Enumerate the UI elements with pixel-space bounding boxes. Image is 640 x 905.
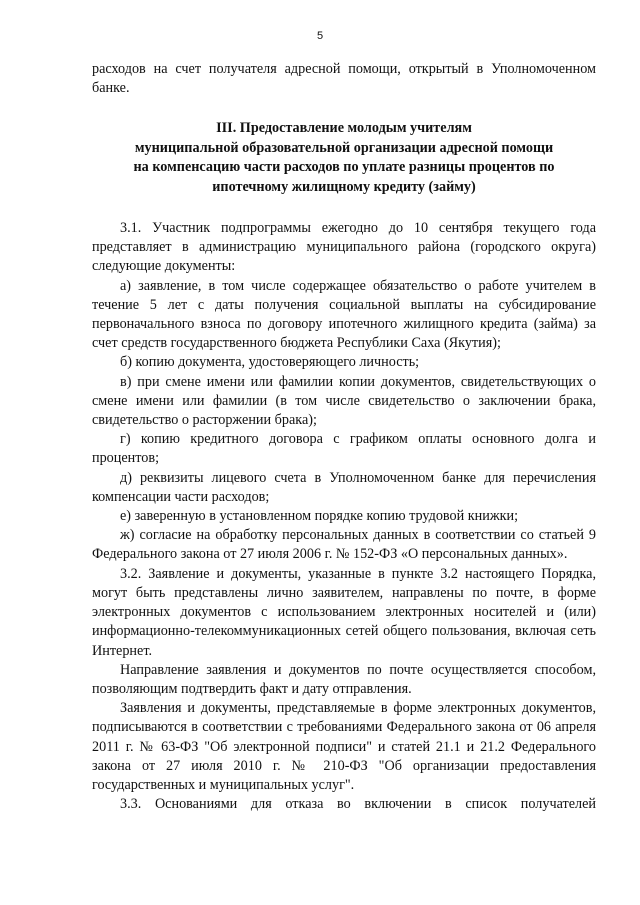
list-item-b: б) копию документа, удостоверяющего личность; [120, 354, 420, 371]
list-item-zh: ж) согласие на обработку персональных данных в соответствии со статьей 9 Федерального закона от 27 июля 2006 г. № 152-ФЗ «О персональных данных». [92, 527, 596, 563]
list-item-g: г) копию кредитного договора с графиком оплаты основного долга и процентов; [92, 431, 596, 467]
paragraph-3-1: 3.1. Участник подпрограммы ежегодно до 10 сентября текущего года представляет в администрацию муниципального района (городского округа) следующие документы: [92, 220, 596, 275]
section-heading [92, 119, 596, 197]
section-heading-line: муниципальной образовательной организации адресной помощи [134, 139, 554, 156]
section-heading-line: III. Предоставление молодым учителям [216, 120, 472, 137]
document-body [92, 60, 596, 814]
list-item-d: д) реквизиты лицевого счета в Уполномоченном банке для перечисления компенсации части расходов; [92, 469, 596, 505]
section-heading-line: на компенсацию части расходов по уплате разницы процентов по [133, 159, 555, 176]
paragraph-electronic-documents: Заявления и документы, представляемые в форме электронных документов, подписываются в соответствии с требованиями Федерального закона от 06 апреля 2011 г. № 63-ФЗ "Об электронной подписи" и статей 21.1 и 21.2 Федерального закона от 27 июля 2010 г. № 210-ФЗ "Об организации предоставления государственных и муниципальных услуг". [92, 700, 596, 793]
list-item-v: в) при смене имени или фамилии копии документов, свидетельствующих о смене имени или фамилии (в том числе свидетельство о заключении брака, свидетельство о расторжении брака); [92, 373, 596, 429]
intro-paragraph: расходов на счет получателя адресной помощи, открытый в Уполномоченном банке. [92, 61, 596, 97]
list-item-a: а) заявление, в том числе содержащее обязательство о работе учителем в течение 5 лет с даты получения социальной выплаты на субсидирование первоначального взноса по договору ипотечного жилищного кредита (займа) за счет средств государственного бюджета Республики Саха (Якутия); [92, 277, 596, 352]
page-number: 5 [316, 30, 324, 42]
paragraph-mail-submission: Направление заявления и документов по почте осуществляется способом, позволяющим подтвердить факт и дату отправления. [92, 661, 596, 697]
paragraph-3-3: 3.3. Основаниями для отказа во включении в список получателей [120, 796, 596, 813]
paragraph-3-2: 3.2. Заявление и документы, указанные в пункте 3.2 настоящего Порядка, могут быть представлены лично заявителем, направлены по почте, в форме электронных документов с использованием электронных носителей и (или) информационно-телекоммуникационных сетей общего пользования, включая сеть Интернет. [92, 565, 596, 659]
section-heading-line: ипотечному жилищному кредиту (займу) [212, 178, 476, 195]
list-item-e: е) заверенную в установленном порядке копию трудовой книжки; [120, 508, 519, 525]
